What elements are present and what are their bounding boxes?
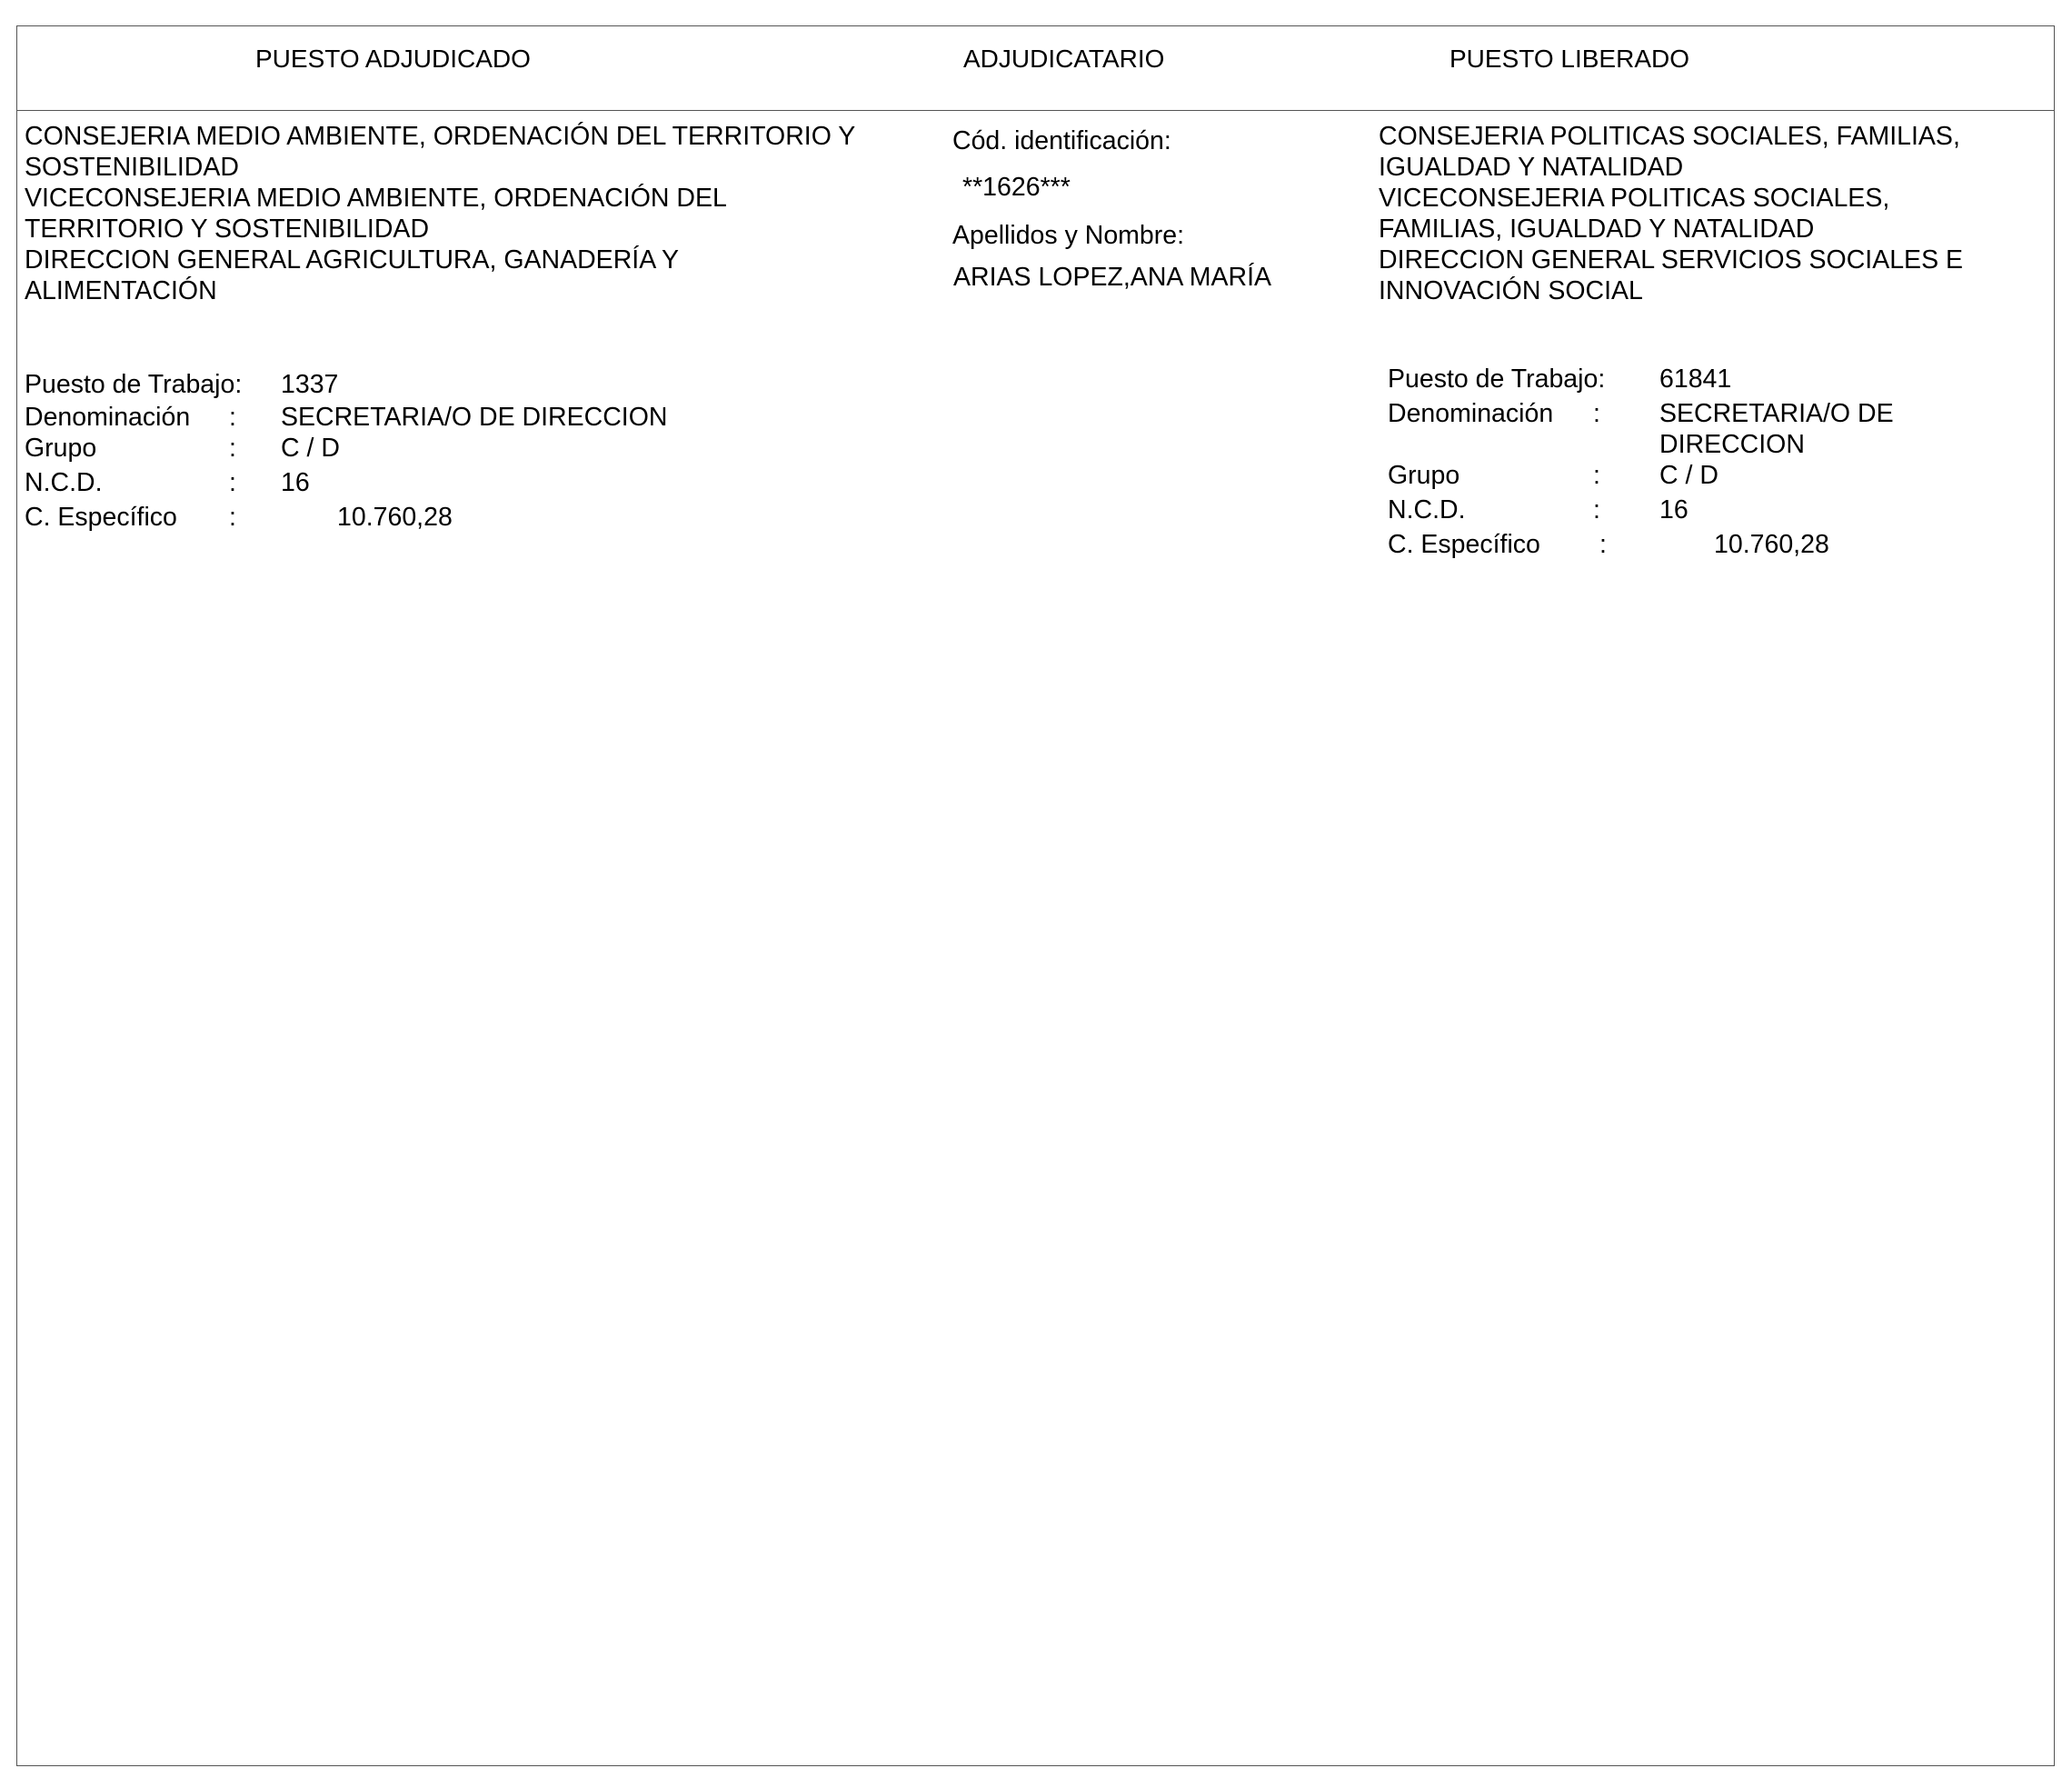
especifico-value: 10.760,28 <box>337 503 453 532</box>
colon: : <box>229 403 236 432</box>
colon: : <box>1593 495 1600 524</box>
header-adjudicatario: ADJUDICATARIO <box>963 45 1165 73</box>
denominacion-value: SECRETARIA/O DE DIRECCION <box>281 403 668 432</box>
ncd-value: 16 <box>281 468 310 497</box>
adjudicado-organization: CONSEJERIA MEDIO AMBIENTE, ORDENACIÓN DEL TERRITORIO Y SOSTENIBILIDAD VICECONSEJERIA MEDIO AMBIENTE, ORDENACIÓN DEL TERRITORIO Y SOSTENIBILIDAD DIRECCION GENERAL AGRICULTURA, GANADERÍA Y ALIMENTACIÓN <box>25 122 856 305</box>
especifico-label: C. Específico <box>1388 530 1540 559</box>
colon: : <box>1593 399 1600 428</box>
document-frame <box>16 25 2055 1766</box>
header-puesto-liberado: PUESTO LIBERADO <box>1449 45 1690 73</box>
liberado-organization: CONSEJERIA POLITICAS SOCIALES, FAMILIAS, IGUALDAD Y NATALIDAD VICECONSEJERIA POLITICAS SOCIALES, FAMILIAS, IGUALDAD Y NATALIDAD DIRECCION GENERAL SERVICIOS SOCIALES E INNOVACIÓN SOCIAL <box>1379 122 1964 305</box>
cod-identificacion-label: Cód. identificación: <box>952 126 1171 155</box>
ncd-label: N.C.D. <box>1388 495 1466 524</box>
puesto-label: Puesto de Trabajo: <box>1388 365 1606 394</box>
puesto-value: 1337 <box>281 370 339 399</box>
cod-identificacion-value: **1626*** <box>962 173 1071 202</box>
colon: : <box>1599 530 1607 559</box>
denominacion-value-continued: DIRECCION <box>1659 430 1805 459</box>
ncd-value: 16 <box>1659 495 1688 524</box>
header-puesto-adjudicado: PUESTO ADJUDICADO <box>255 45 531 73</box>
denominacion-value: SECRETARIA/O DE <box>1659 399 1894 428</box>
colon: : <box>229 503 236 532</box>
grupo-value: C / D <box>281 434 340 463</box>
colon: : <box>229 468 236 497</box>
puesto-label: Puesto de Trabajo: <box>25 370 243 399</box>
denominacion-label: Denominación <box>1388 399 1554 428</box>
header-divider <box>17 110 2054 111</box>
colon: : <box>229 434 236 463</box>
puesto-value: 61841 <box>1659 365 1732 394</box>
ncd-label: N.C.D. <box>25 468 103 497</box>
apellidos-nombre-label: Apellidos y Nombre: <box>952 221 1185 250</box>
grupo-value: C / D <box>1659 461 1718 490</box>
especifico-label: C. Específico <box>25 503 177 532</box>
grupo-label: Grupo <box>25 434 97 463</box>
grupo-label: Grupo <box>1388 461 1460 490</box>
especifico-value: 10.760,28 <box>1714 530 1829 559</box>
denominacion-label: Denominación <box>25 403 191 432</box>
colon: : <box>1593 461 1600 490</box>
apellidos-nombre-value: ARIAS LOPEZ,ANA MARÍA <box>953 263 1272 292</box>
